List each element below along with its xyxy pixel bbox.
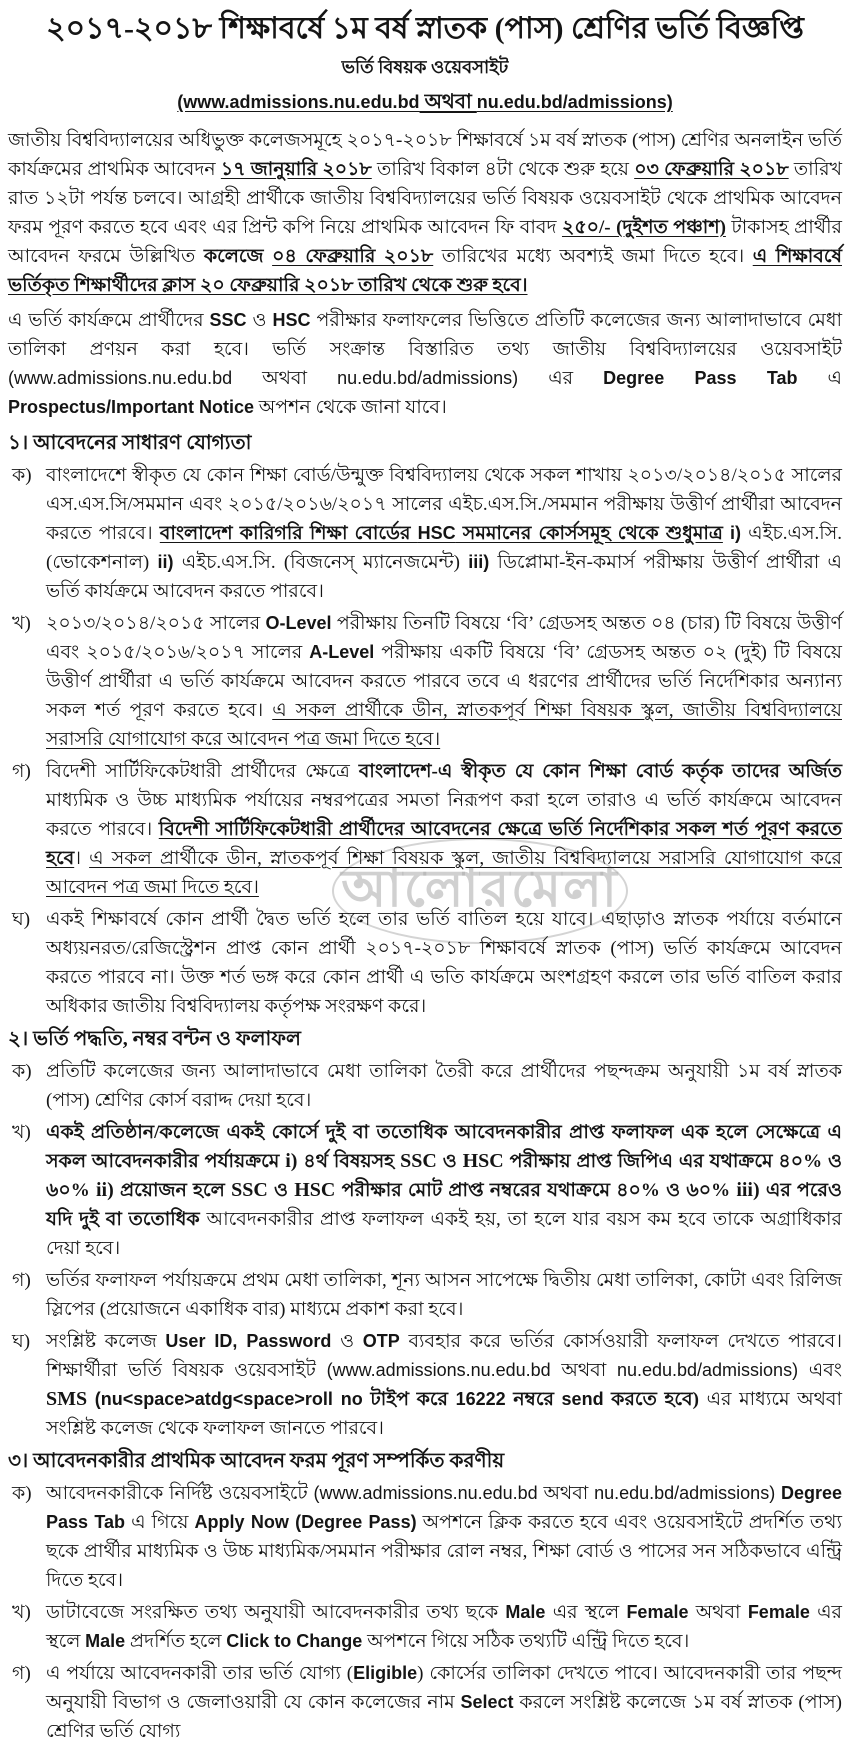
- text-segment: আবেদনকারীকে নির্দিষ্ট ওয়েবসাইটে: [46, 1483, 314, 1504]
- text-segment: Degree Pass Tab: [603, 368, 798, 388]
- text-segment: ০৩ ফেব্রুয়ারি ২০১৮: [634, 159, 789, 180]
- section-2-item-kha: [8, 1118, 842, 1263]
- text-segment: ii): [95, 1179, 114, 1201]
- text-segment: এ পর্যায়ে আবেদনকারী তার ভর্তি যোগ্য (: [46, 1663, 354, 1684]
- text-segment: বিদেশী সার্টিফিকেটধারী প্রার্থীদের ক্ষেত্রে: [46, 761, 359, 782]
- text-segment: এর স্থলে: [545, 1602, 627, 1623]
- text-segment: এ শিক্ষাবর্ষে ভর্তিকৃত শিক্ষার্থীদের ক্লাস ২০ ফেব্রুয়ারি ২০১৮ তারিখ থেকে শুরু হবে।: [8, 246, 842, 296]
- text-segment: পরীক্ষায় প্রাপ্ত জিপিএ এর যথাক্রমে ৪০% ও ৬০%: [46, 1151, 843, 1201]
- text-segment: একই শিক্ষাবর্ষে কোন প্রার্থী দ্বৈত ভর্তি হলে তার ভর্তি বাতিল হয়ে যাবে। এছাড়াও স্নাতক পর্যায়ে বর্তমানে অধ্যয়নরত/রেজিস্ট্রেশন প্রাপ্ত কোন প্রার্থী ২০১৭-২০১৮ শিক্ষাবর্ষে স্নাতক (পাস) ভর্তি কার্যক্রমে আবেদন করতে পারবে না। উক্ত শর্ত ভঙ্গ করে কোন প্রার্থী এ ভতি কার্যক্রমে অংশগ্রহণ করলে তার ভর্তি বাতিল করার অধিকার জাতীয় বিশ্ববিদ্যালয় কর্তৃপক্ষ সংরক্ষণ করে।: [46, 909, 842, 1017]
- text-segment: পরীক্ষায় তিনটি বিষয়ে ‘বি’ গ্রেডসহ অন্তত ০৪ (চার) টি বিষয়ে উত্তীর্ণ এবং ২০১৫/২০১৬/২০১৭ সালের: [46, 613, 843, 663]
- text-segment: A-Level: [309, 642, 375, 662]
- item-label: ক): [12, 1483, 32, 1504]
- section-3-item-kha: [8, 1598, 842, 1656]
- text-segment: একই প্রতিষ্ঠান/কলেজে একই কোর্সে দুই বা ততোধিক আবেদনকারীর প্রাপ্ত ফলাফল এক হলে সেক্ষেত্রে এ সকল আবেদনকারীর পর্যায়ক্রমে: [46, 1122, 842, 1172]
- text-segment: বাংলাদেশে স্বীকৃত যে কোন শিক্ষা বোর্ড/উন্মুক্ত বিশ্ববিদ্যালয় থেকে সকল শাখায় ২০১৩/২০১৪/২০১৫ সালের এস.এস.সি/সমমান এবং ২০১৫/২০১৬/২০১৭ সালের এইচ.এস.সি./সমমান পরীক্ষায় উত্তীর্ণ প্রার্থীরা আবেদন করতে পারবে।: [46, 465, 842, 544]
- text-segment: ০৪ ফেব্রুয়ারি ২০১৮: [272, 246, 434, 267]
- text-segment: (www.admissions.nu.edu.bd: [313, 1483, 538, 1503]
- text-segment: প্রয়োজন হলে: [113, 1180, 232, 1201]
- text-segment: এর পরেও যদি দুই বা ততোধিক: [46, 1180, 842, 1230]
- text-segment: পরীক্ষার ফলাফলের ভিত্তিতে প্রতিটি কলেজের জন্য আলাদাভাবে মেধা তালিকা প্রণয়ন করা হবে। ভর্তি সংক্রান্ত বিস্তারিত তথ্য জাতীয় বিশ্ববিদ্যালয়ের ওয়েবসাইট: [8, 310, 843, 360]
- text-segment: (www.admissions.nu.edu.bd: [8, 368, 233, 388]
- section-2-item-ka: [8, 1057, 842, 1115]
- text-segment: Select: [460, 1692, 514, 1712]
- text-segment: এর মাধ্যমে অথবা সংশ্লিষ্ট কলেজ থেকে ফলাফল জানতে পারবে।: [46, 1389, 842, 1439]
- text-segment: ৪র্থ বিষয়সহ: [297, 1151, 401, 1172]
- text-segment: মাধ্যমিক ও উচ্চ মাধ্যমিক পর্যায়ের নম্বরপত্রের সমতা নিরূপণ করা হলে তারাও এ ভর্তি কার্যক্রমে আবেদন করতে পারবে।: [46, 790, 842, 840]
- text-segment: HSC: [272, 310, 311, 330]
- text-segment: পরীক্ষার মোট প্রাপ্ত নম্বরের যথাক্রমে ৪০% ও ৬০%: [335, 1180, 737, 1201]
- text-segment: i): [730, 523, 742, 543]
- text-segment: ডিপ্লোমা-ইন-কমার্স পরীক্ষায় উত্তীর্ণ প্রার্থীরা এ ভর্তি কার্যক্রমে আবেদন করতে পারবে।: [46, 552, 842, 602]
- text-segment: প্রতিটি কলেজের জন্য আলাদাভাবে মেধা তালিকা তৈরী করে প্রার্থীদের পছন্দক্রম অনুযায়ী ১ম বর্ষ স্নাতক (পাস) শ্রেণির কোর্স বরাদ্দ দেয়া হবে।: [46, 1061, 842, 1111]
- item-label: খ): [12, 1602, 31, 1623]
- text-segment: HSC: [417, 523, 456, 543]
- text-segment: Male: [505, 1602, 546, 1622]
- text-segment: বিদেশী সার্টিফিকেটধারী প্রার্থীদের আবেদনের ক্ষেত্রে ভর্তি নির্দেশিকার সকল শর্ত পূরণ করতে হবে: [46, 819, 842, 869]
- text-segment: Apply Now (Degree Pass): [194, 1512, 417, 1532]
- text-segment: nu.edu.bd/admissions): [476, 92, 673, 112]
- text-segment: এইচ.এস.সি. (বিজনেস্ ম্যানেজমেন্ট): [173, 552, 469, 573]
- text-segment: অপশনে ক্লিক করতে হবে এবং ওয়েবসাইটে প্রদর্শিত তথ্য ছকে প্রার্থীর মাধ্যমিক ও উচ্চ মাধ্যমিক/সমমান পরীক্ষার রোল নম্বর, শিক্ষা বোর্ড ও পাসের সন সঠিকভাবে এন্ট্রি দিতে হবে।: [46, 1512, 842, 1591]
- section-3-item-ka: [8, 1479, 842, 1595]
- text-segment: অথবা: [537, 1483, 595, 1504]
- text-segment: টাইপ করে: [362, 1389, 456, 1410]
- text-segment: User ID, Password: [165, 1331, 332, 1351]
- text-segment: ২০১৩/২০১৪/২০১৫ সালের: [46, 613, 266, 634]
- text-segment: Click to Change: [226, 1631, 363, 1651]
- text-segment: অথবা: [550, 1360, 617, 1381]
- section-1-heading: ১। আবেদনের সাধারণ যোগ্যতা: [8, 432, 252, 454]
- item-label: ঘ): [12, 1331, 31, 1352]
- text-segment: ভর্তির ফলাফল পর্যায়ক্রমে প্রথম মেধা তালিকা, শূন্য আসন সাপেক্ষে দ্বিতীয় মেধা তালিকা, কোটা এবং রিলিজ স্লিপের (প্রয়োজনে একাধিক বার) মাধ্যমে প্রকাশ করা হবে।: [46, 1270, 842, 1320]
- section-3-heading: ৩। আবেদনকারীর প্রাথমিক আবেদন ফরম পূরণ সম্পর্কিত করণীয়: [8, 1450, 505, 1472]
- watermark: আলোরমেলা: [332, 838, 628, 944]
- text-segment: এ ভর্তি কার্যক্রমে প্রার্থীদের: [8, 310, 210, 331]
- text-segment: করলে সংশ্লিষ্ট কলেজে ১ম বর্ষ স্নাতক (পাস) শ্রেণির ভর্তি যোগ্য: [46, 1692, 842, 1742]
- text-segment: Degree Pass Tab: [46, 1483, 842, 1532]
- website-link-line: [8, 88, 842, 116]
- text-segment: সমমানের কোর্সসমূহ থেকে শুধুমাত্র: [455, 523, 723, 544]
- text-segment: বাংলাদেশ কারিগরি শিক্ষা বোর্ডের: [159, 523, 418, 544]
- text-segment: ডাটাবেজে সংরক্ষিত তথ্য অনুযায়ী আবেদনকারীর তথ্য ছকে: [46, 1602, 506, 1623]
- text-segment: অথবা: [232, 368, 338, 389]
- text-segment: অপশনে গিয়ে সঠিক তথ্যটি এন্ট্রি দিতে হবে।: [362, 1631, 690, 1652]
- text-segment: বাংলাদেশ-এ স্বীকৃত যে কোন শিক্ষা বোর্ড কর্তৃক তাদের অর্জিত: [358, 761, 842, 782]
- text-segment: এ: [797, 368, 842, 389]
- text-segment: nu.edu.bd/admissions): [616, 1360, 799, 1380]
- text-segment: (nu<space>atdg<space>roll no: [94, 1389, 363, 1409]
- text-segment: এবং: [798, 1360, 842, 1381]
- text-segment: nu.edu.bd/admissions): [594, 1483, 776, 1503]
- item-label: ক): [12, 465, 32, 486]
- section-2-item-ga: [8, 1266, 842, 1324]
- item-label: খ): [12, 613, 31, 634]
- section-1-item-gha: [8, 905, 842, 1021]
- merit-list-paragraph: [8, 306, 842, 422]
- text-segment: Prospectus/Important Notice: [8, 397, 255, 417]
- doc-blocks: [8, 88, 842, 1746]
- item-label: গ): [12, 1663, 31, 1684]
- text-segment: ১৭ জানুয়ারি ২০১৮: [220, 159, 372, 180]
- section-2-item-gha: [8, 1327, 842, 1443]
- text-segment: 16222: [455, 1389, 506, 1409]
- section-3-item-ga: [8, 1659, 842, 1746]
- text-segment: টাকাসহ প্রার্থীর আবেদন ফরমে উল্লিখিত: [8, 217, 842, 267]
- text-segment: SSC: [400, 1150, 437, 1172]
- text-segment: ।: [74, 848, 90, 869]
- text-segment: প্রদর্শিত হলে: [125, 1631, 227, 1652]
- section-2-heading: ২। ভর্তি পদ্ধতি, নম্বর বন্টন ও ফলাফল: [8, 1028, 301, 1050]
- page-subtitle: ভর্তি বিষয়ক ওয়েবসাইট: [341, 57, 509, 77]
- text-segment: (www.admissions.nu.edu.bd: [326, 1360, 551, 1380]
- text-segment: HSC: [294, 1179, 336, 1201]
- text-segment: এর: [518, 368, 604, 389]
- text-segment: iii): [736, 1179, 760, 1201]
- text-segment: ও: [246, 310, 273, 331]
- text-segment: Female: [626, 1602, 689, 1622]
- text-segment: SSC: [231, 1179, 268, 1201]
- text-segment: এইচ.এস.সি. (ভোকেশনাল): [46, 523, 843, 573]
- text-segment: Female: [747, 1602, 810, 1622]
- text-segment: ও: [267, 1180, 295, 1201]
- text-segment: ব্যবহার করে ভর্তির কোর্সওয়ারী ফলাফল দেখতে পারবে। শিক্ষার্থীরা ভর্তি বিষয়ক ওয়েবসাইট: [46, 1331, 843, 1381]
- text-segment: send: [561, 1389, 604, 1409]
- text-segment: SSC: [209, 310, 247, 330]
- text-segment: এ সকল প্রার্থীকে ডীন, স্নাতকপূর্ব শিক্ষা বিষয়ক স্কুল, জাতীয় বিশ্ববিদ্যালয়ে সরাসরি যোগাযোগ করে আবেদন পত্র জমা দিতে হবে।: [46, 848, 843, 898]
- text-segment: অথবা: [688, 1602, 748, 1623]
- section-1-item-ga: [8, 757, 842, 902]
- text-segment: ও: [436, 1151, 463, 1172]
- text-segment: এ গিয়ে: [125, 1512, 195, 1533]
- text-segment: i): [285, 1150, 298, 1172]
- text-segment: ২৫০/- (দুইশত পঞ্চাশ): [561, 217, 726, 238]
- text-segment: পরীক্ষায় একটি বিষয়ে ‘বি’ গ্রেডসহ অন্তত ০২ (দুই) টি বিষয়ে উত্তীর্ণ প্রার্থীরা এ ভর্তি কার্যক্রমে আবেদন করতে পারবে তবে এ ধরণের প্রার্থীদের ভর্তি নির্দেশিকার অন্যান্য সকল শর্ত পূরণ করতে হবে।: [46, 642, 843, 721]
- text-segment: ) কোর্সের তালিকা দেখতে পাবে। আবেদনকারী তার পছন্দ অনুযায়ী বিভাগ ও জেলাওয়ারী যে কোন কলেজের নাম: [46, 1663, 842, 1713]
- text-segment: জাতীয় বিশ্ববিদ্যালয়ের অধিভুক্ত কলেজসমূহে ২০১৭-২০১৮ শিক্ষাবর্ষে ১ম বর্ষ স্নাতক (পাস) শ্রেণির অনলাইন ভর্তি কার্যক্রমের প্রাথমিক আবেদন: [8, 130, 842, 180]
- text-segment: এ সকল প্রার্থীকে ডীন, স্নাতকপূর্ব শিক্ষা বিষয়ক স্কুল, জাতীয় বিশ্ববিদ্যালয়ে সরাসরি যোগাযোগ করে আবেদন পত্র জমা দিতে হবে।: [46, 700, 842, 750]
- text-segment: Eligible: [353, 1663, 418, 1683]
- item-label: খ): [12, 1122, 31, 1143]
- text-segment: নম্বরে: [505, 1389, 562, 1410]
- text-segment: iii): [468, 552, 490, 572]
- text-segment: O-Level: [265, 613, 332, 633]
- text-segment: [87, 1389, 95, 1410]
- page-title: ২০১৭-২০১৮ শিক্ষাবর্ষে ১ম বর্ষ স্নাতক (পাস) শ্রেণির ভর্তি বিজ্ঞপ্তি: [46, 12, 804, 45]
- item-label: গ): [12, 761, 31, 782]
- text-segment: ii): [157, 552, 174, 572]
- text-segment: HSC: [462, 1150, 504, 1172]
- text-segment: ও: [331, 1331, 363, 1352]
- text-segment: করতে হবে): [603, 1389, 699, 1410]
- text-segment: সংশ্লিষ্ট কলেজ: [46, 1331, 166, 1352]
- text-segment: তারিখ বিকাল ৪টা থেকে শুরু হয়ে: [371, 159, 635, 180]
- text-segment: SMS: [46, 1388, 88, 1410]
- text-segment: এর স্থলে: [46, 1602, 843, 1652]
- text-segment: কলেজে: [203, 246, 273, 267]
- text-segment: OTP: [362, 1331, 400, 1351]
- intro-paragraph: [8, 126, 842, 300]
- section-1-item-ka: [8, 461, 842, 606]
- text-segment: তারিখের মধ্যে অবশ্যই জমা দিতে হবে।: [433, 246, 753, 267]
- text-segment: [723, 523, 730, 544]
- item-label: ঘ): [12, 909, 31, 930]
- text-segment: Male: [85, 1631, 126, 1651]
- item-label: ক): [12, 1061, 32, 1082]
- section-1-item-kha: [8, 609, 842, 754]
- text-segment: (www.admissions.nu.edu.bd: [177, 92, 420, 112]
- text-segment: আবেদনকারীর প্রাপ্ত ফলাফল একই হয়, তা হলে যার বয়স কম হবে তাকে অগ্রাধিকার দেয়া হবে।: [46, 1209, 842, 1259]
- text-segment: তারিখ রাত ১২টা পর্যন্ত চলবে। আগ্রহী প্রার্থীকে জাতীয় বিশ্ববিদ্যালয়ের ভর্তি বিষয়ক ওয়েবসাইট থেকে প্রাথমিক আবেদন ফরম পূরণ করতে হবে এবং এর প্রিন্ট কপি নিয়ে প্রাথমিক আবেদন ফি বাবদ: [8, 159, 842, 238]
- text-segment: অথবা: [419, 91, 477, 113]
- text-segment: অপশন থেকে জানা যাবে।: [254, 397, 447, 418]
- text-segment: nu.edu.bd/admissions): [337, 368, 519, 388]
- item-label: গ): [12, 1270, 31, 1291]
